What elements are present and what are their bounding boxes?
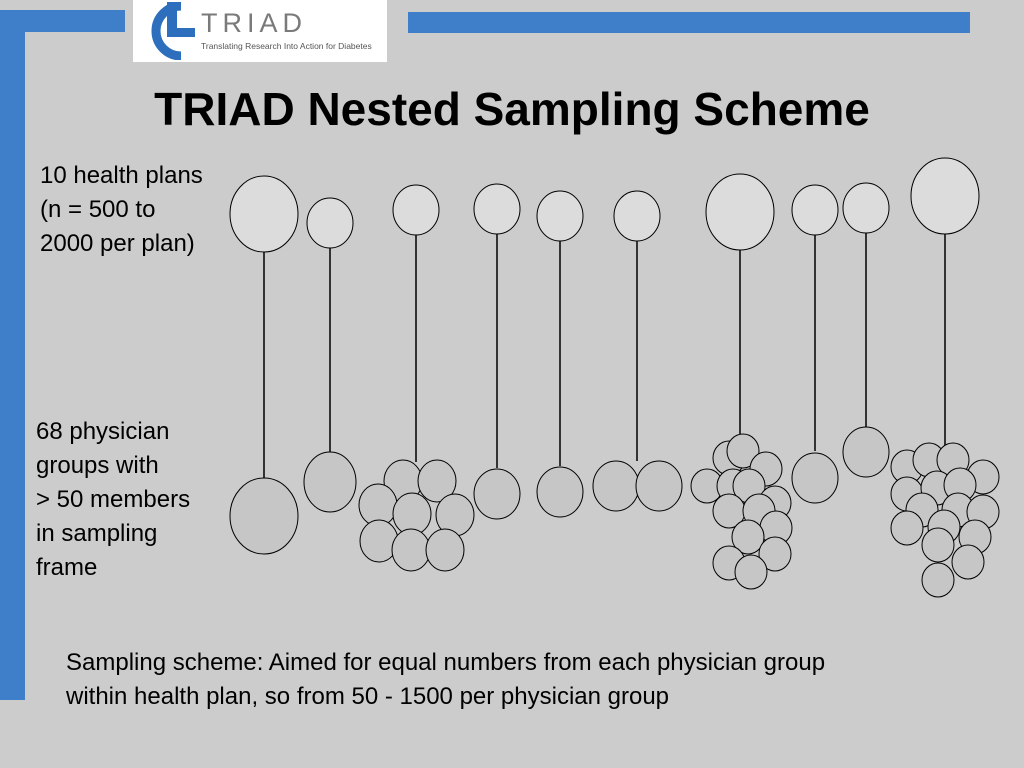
physician-group-circle (537, 467, 583, 517)
health-plan-circle (393, 185, 439, 235)
physician-groups-label-line: groups with (36, 452, 159, 479)
health-plans-label-line: (n = 500 to (40, 196, 156, 223)
page-title: TRIAD Nested Sampling Scheme (154, 83, 870, 135)
health-plan-circle (792, 185, 838, 235)
health-plan-circle (614, 191, 660, 241)
physician-group-circle (426, 529, 464, 571)
health-plan-circle (911, 158, 979, 234)
health-plans-label-line: 2000 per plan) (40, 230, 195, 257)
health-plan-circle (230, 176, 298, 252)
physician-group-circle (230, 478, 298, 554)
physician-group-circle (474, 469, 520, 519)
physician-groups (230, 427, 999, 597)
logo-name: TRIAD (201, 8, 307, 38)
physician-groups-label-line: 68 physician (36, 418, 170, 445)
caption-line: within health plan, so from 50 - 1500 per physician group (66, 683, 670, 710)
connector-lines (264, 233, 945, 478)
logo-tagline: Translating Research Into Action for Diabetes (201, 41, 372, 51)
health-plan-circle (843, 183, 889, 233)
physician-groups-label-line: in sampling (36, 520, 158, 547)
physician-group-circle (952, 545, 984, 579)
health-plan-circle (474, 184, 520, 234)
health-plan-circle (706, 174, 774, 250)
sampling-caption (66, 646, 1006, 714)
physician-group-circle (891, 511, 923, 545)
physician-group-circle (392, 529, 430, 571)
health-plans-label (40, 159, 203, 261)
physician-group-circle (792, 453, 838, 503)
physician-group-circle (922, 528, 954, 562)
physician-group-circle (735, 555, 767, 589)
physician-group-circle (636, 461, 682, 511)
physician-groups-label-line: frame (36, 554, 98, 581)
physician-group-circle (304, 452, 356, 512)
health-plan-circle (307, 198, 353, 248)
health-plan-circle (537, 191, 583, 241)
physician-group-circle (922, 563, 954, 597)
physician-groups-label-line: > 50 members (36, 486, 191, 513)
physician-group-circle (593, 461, 639, 511)
physician-groups-label (36, 415, 190, 585)
health-plans-label-line: 10 health plans (40, 162, 203, 189)
physician-group-circle (843, 427, 889, 477)
caption-line: Sampling scheme: Aimed for equal numbers from each physician group (66, 649, 826, 676)
